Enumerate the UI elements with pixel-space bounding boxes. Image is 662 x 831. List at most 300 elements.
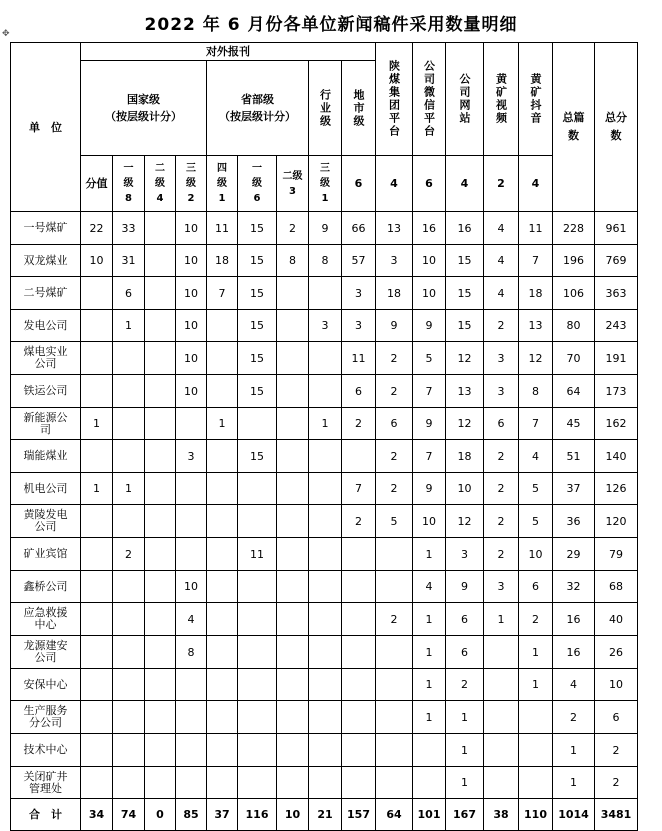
table-cell: 15 [446, 277, 484, 310]
industry-header: 行业级 [309, 61, 342, 156]
table-cell: 2 [595, 734, 638, 767]
table-cell: 191 [595, 342, 638, 375]
table-cell [484, 767, 519, 799]
total-cell: 0 [145, 799, 176, 831]
unit-name: 双龙煤业 [11, 245, 81, 277]
table-cell [277, 440, 309, 473]
table-cell: 10 [176, 310, 207, 342]
unit-name: 鑫桥公司 [11, 571, 81, 603]
table-cell: 4 [413, 571, 446, 603]
table-cell [277, 473, 309, 505]
table-cell: 10 [413, 505, 446, 538]
table-cell [81, 342, 113, 375]
provincial-grade-3-label: 三级1 [320, 163, 330, 204]
table-cell: 10 [176, 375, 207, 408]
unit-name: 应急救援中心 [11, 603, 81, 636]
table-cell [309, 669, 342, 701]
table-cell: 2 [519, 603, 553, 636]
table-cell [145, 408, 176, 440]
table-cell: 3 [484, 375, 519, 408]
table-cell: 6 [446, 636, 484, 669]
table-cell: 769 [595, 245, 638, 277]
table-cell [207, 571, 238, 603]
table-cell [277, 277, 309, 310]
table-cell [342, 636, 376, 669]
table-row [11, 245, 638, 277]
total-row [11, 799, 638, 831]
table-cell [309, 636, 342, 669]
table-cell [376, 701, 413, 734]
table-cell [309, 734, 342, 767]
national-header: 国家级 （按层级计分） [81, 61, 207, 156]
table-cell: 1 [446, 701, 484, 734]
table-cell: 5 [519, 505, 553, 538]
table-cell: 6 [595, 701, 638, 734]
table-cell [207, 603, 238, 636]
table-cell: 9 [413, 310, 446, 342]
table-cell [519, 701, 553, 734]
table-cell: 2 [484, 310, 519, 342]
table-cell: 11 [207, 212, 238, 245]
table-cell [176, 408, 207, 440]
table-cell [145, 440, 176, 473]
provincial-header: 省部级 （按层级计分） [207, 61, 309, 156]
table-cell: 8 [309, 245, 342, 277]
table-cell [113, 440, 145, 473]
table-cell: 15 [238, 342, 277, 375]
unit-name: 矿业宾馆 [11, 538, 81, 571]
table-cell: 10 [81, 245, 113, 277]
table-cell: 1 [413, 538, 446, 571]
table-cell [309, 603, 342, 636]
table-cell [176, 505, 207, 538]
total-cell: 85 [176, 799, 207, 831]
total-cell: 1014 [553, 799, 595, 831]
table-cell: 2 [376, 473, 413, 505]
table-cell [113, 669, 145, 701]
table-cell: 11 [519, 212, 553, 245]
table-cell: 5 [413, 342, 446, 375]
table-cell: 6 [376, 408, 413, 440]
total-cell: 21 [309, 799, 342, 831]
table-cell: 10 [176, 277, 207, 310]
table-row [11, 408, 638, 440]
table-cell [376, 636, 413, 669]
table-cell [207, 473, 238, 505]
table-row [11, 636, 638, 669]
table-cell: 1 [113, 473, 145, 505]
table-cell [145, 473, 176, 505]
table-cell [207, 767, 238, 799]
table-cell [277, 669, 309, 701]
table-cell [145, 277, 176, 310]
table-cell [277, 375, 309, 408]
table-cell: 10 [413, 245, 446, 277]
table-cell: 37 [553, 473, 595, 505]
table-cell: 4 [519, 440, 553, 473]
table-cell [342, 669, 376, 701]
table-cell [207, 375, 238, 408]
table-cell: 15 [238, 212, 277, 245]
national-grade-3-label: 三级2 [186, 163, 196, 204]
table-row [11, 767, 638, 799]
total-cell: 101 [413, 799, 446, 831]
table-cell: 9 [446, 571, 484, 603]
table-cell [145, 505, 176, 538]
table-cell: 243 [595, 310, 638, 342]
table-cell: 68 [595, 571, 638, 603]
table-cell: 3 [342, 277, 376, 310]
table-cell [309, 701, 342, 734]
table-cell: 2 [342, 408, 376, 440]
table-cell: 1 [413, 669, 446, 701]
table-cell [145, 212, 176, 245]
news-statistics-table [10, 42, 638, 831]
table-row [11, 669, 638, 701]
national-grade-3 [176, 156, 207, 212]
table-cell [207, 310, 238, 342]
table-cell [145, 701, 176, 734]
table-anchor-icon[interactable]: ✥ [2, 29, 10, 39]
table-cell: 2 [595, 767, 638, 799]
table-cell: 29 [553, 538, 595, 571]
table-cell: 1 [207, 408, 238, 440]
table-cell [81, 375, 113, 408]
table-cell [81, 603, 113, 636]
table-cell: 228 [553, 212, 595, 245]
table-cell [176, 538, 207, 571]
unit-name: 技术中心 [11, 734, 81, 767]
table-cell [113, 342, 145, 375]
table-cell [207, 636, 238, 669]
table-cell [238, 505, 277, 538]
table-cell [277, 342, 309, 375]
table-cell: 32 [553, 571, 595, 603]
table-cell: 1 [413, 603, 446, 636]
table-row [11, 734, 638, 767]
table-cell [145, 245, 176, 277]
table-cell: 1 [446, 767, 484, 799]
table-cell: 1 [81, 473, 113, 505]
national-grade-4-label: 四级1 [217, 163, 227, 204]
table-cell [113, 734, 145, 767]
table-cell [113, 636, 145, 669]
table-cell: 2 [446, 669, 484, 701]
total-count-header [553, 43, 595, 212]
table-cell [376, 734, 413, 767]
total-cell: 64 [376, 799, 413, 831]
table-cell: 2 [376, 375, 413, 408]
table-cell [376, 767, 413, 799]
table-cell: 2 [484, 538, 519, 571]
table-cell: 120 [595, 505, 638, 538]
table-cell [484, 636, 519, 669]
total-score-header [595, 43, 638, 212]
table-cell [145, 669, 176, 701]
table-cell [309, 277, 342, 310]
unit-name: 黄陵发电公司 [11, 505, 81, 538]
unit-name: 生产服务分公司 [11, 701, 81, 734]
table-cell [277, 701, 309, 734]
table-cell [484, 734, 519, 767]
table-cell [81, 767, 113, 799]
table-cell: 4 [484, 212, 519, 245]
table-cell: 18 [376, 277, 413, 310]
table-cell: 70 [553, 342, 595, 375]
national-grade-2-label: 二级4 [155, 163, 165, 204]
channel-score-4: 4 [446, 156, 484, 212]
table-cell [207, 440, 238, 473]
table-cell: 3 [176, 440, 207, 473]
table-cell: 1 [309, 408, 342, 440]
table-cell [207, 669, 238, 701]
table-cell: 5 [376, 505, 413, 538]
national-grade-2 [145, 156, 176, 212]
table-row [11, 310, 638, 342]
table-cell [145, 310, 176, 342]
total-cell: 157 [342, 799, 376, 831]
table-cell [81, 310, 113, 342]
table-cell [277, 408, 309, 440]
table-cell: 4 [553, 669, 595, 701]
city-header: 地市级 [342, 61, 376, 156]
video-header: 黄矿视频 [484, 43, 519, 156]
national-grade-1 [113, 156, 145, 212]
table-row [11, 701, 638, 734]
table-cell [238, 571, 277, 603]
table-cell [207, 734, 238, 767]
table-cell [176, 701, 207, 734]
table-cell [484, 669, 519, 701]
table-row [11, 473, 638, 505]
table-cell: 8 [176, 636, 207, 669]
table-cell [309, 767, 342, 799]
table-cell: 10 [413, 277, 446, 310]
table-cell [81, 505, 113, 538]
table-cell: 15 [238, 310, 277, 342]
table-cell [277, 636, 309, 669]
table-cell [145, 571, 176, 603]
table-cell [238, 603, 277, 636]
channel-score-6: 4 [519, 156, 553, 212]
table-cell [413, 734, 446, 767]
table-cell: 2 [484, 440, 519, 473]
table-cell [342, 767, 376, 799]
table-cell: 64 [553, 375, 595, 408]
table-cell [176, 669, 207, 701]
table-cell: 106 [553, 277, 595, 310]
table-cell [238, 636, 277, 669]
table-cell: 57 [342, 245, 376, 277]
table-cell [238, 408, 277, 440]
table-row [11, 440, 638, 473]
table-cell: 33 [113, 212, 145, 245]
table-cell [277, 310, 309, 342]
table-cell [519, 767, 553, 799]
score-label: 分值 [81, 156, 113, 212]
table-cell [176, 734, 207, 767]
table-cell [413, 767, 446, 799]
table-cell [81, 636, 113, 669]
table-cell: 1 [413, 636, 446, 669]
table-cell: 363 [595, 277, 638, 310]
table-cell [145, 603, 176, 636]
table-cell [277, 571, 309, 603]
table-cell [145, 734, 176, 767]
table-cell: 5 [519, 473, 553, 505]
table-cell: 8 [277, 245, 309, 277]
table-cell [81, 277, 113, 310]
table-cell: 10 [176, 212, 207, 245]
table-cell: 12 [446, 505, 484, 538]
total-cell: 3481 [595, 799, 638, 831]
table-cell: 10 [446, 473, 484, 505]
table-cell: 6 [446, 603, 484, 636]
table-row [11, 571, 638, 603]
table-cell [277, 505, 309, 538]
table-cell [238, 701, 277, 734]
table-row [11, 375, 638, 408]
table-row [11, 212, 638, 245]
unit-name: 铁运公司 [11, 375, 81, 408]
table-cell: 1 [519, 636, 553, 669]
table-cell: 9 [413, 473, 446, 505]
table-cell [113, 408, 145, 440]
table-cell: 4 [484, 245, 519, 277]
table-cell [176, 473, 207, 505]
table-cell [113, 505, 145, 538]
table-cell: 4 [176, 603, 207, 636]
table-cell: 7 [413, 375, 446, 408]
channel-score-2: 4 [376, 156, 413, 212]
douyin-header: 黄矿抖音 [519, 43, 553, 156]
table-cell: 7 [519, 245, 553, 277]
table-cell: 16 [446, 212, 484, 245]
table-cell: 11 [238, 538, 277, 571]
table-cell [309, 440, 342, 473]
table-cell [113, 701, 145, 734]
total-count-label: 总篇数 [562, 111, 585, 142]
table-cell [238, 767, 277, 799]
total-cell: 116 [238, 799, 277, 831]
table-cell [277, 767, 309, 799]
table-cell: 10 [595, 669, 638, 701]
table-cell: 6 [519, 571, 553, 603]
table-cell: 13 [519, 310, 553, 342]
table-cell: 2 [484, 505, 519, 538]
table-cell: 11 [342, 342, 376, 375]
table-cell: 3 [446, 538, 484, 571]
table-cell: 4 [484, 277, 519, 310]
table-cell: 1 [519, 669, 553, 701]
table-cell [145, 538, 176, 571]
table-cell: 1 [413, 701, 446, 734]
table-cell: 12 [519, 342, 553, 375]
table-cell: 1 [553, 734, 595, 767]
table-cell: 10 [176, 571, 207, 603]
table-cell [113, 571, 145, 603]
table-cell [145, 375, 176, 408]
table-cell: 26 [595, 636, 638, 669]
table-cell [81, 734, 113, 767]
table-cell: 15 [238, 375, 277, 408]
table-cell [376, 669, 413, 701]
national-grade-1-label: 一级8 [123, 163, 134, 204]
table-cell: 6 [484, 408, 519, 440]
total-label: 合 计 [11, 799, 81, 831]
wechat-header: 公司微信平台 [413, 43, 446, 156]
table-cell: 15 [446, 310, 484, 342]
table-cell: 45 [553, 408, 595, 440]
external-header: 对外报刊 [81, 43, 376, 61]
table-cell [376, 571, 413, 603]
table-cell [207, 701, 238, 734]
total-cell: 34 [81, 799, 113, 831]
table-cell: 2 [553, 701, 595, 734]
table-cell: 3 [376, 245, 413, 277]
unit-name: 二号煤矿 [11, 277, 81, 310]
table-row [11, 277, 638, 310]
table-cell [113, 375, 145, 408]
table-cell: 3 [484, 342, 519, 375]
table-cell: 15 [238, 440, 277, 473]
table-cell [145, 767, 176, 799]
table-cell [145, 636, 176, 669]
table-cell [207, 505, 238, 538]
table-cell: 7 [519, 408, 553, 440]
table-cell: 36 [553, 505, 595, 538]
provincial-grade-1-label: 一级6 [252, 163, 262, 204]
table-cell: 12 [446, 408, 484, 440]
table-cell [342, 734, 376, 767]
table-cell: 66 [342, 212, 376, 245]
national-grade-4 [207, 156, 238, 212]
table-cell: 51 [553, 440, 595, 473]
table-cell [342, 440, 376, 473]
provincial-grade-1 [238, 156, 277, 212]
table-cell: 1 [553, 767, 595, 799]
table-cell: 196 [553, 245, 595, 277]
table-cell [176, 767, 207, 799]
unit-name: 关闭矿井管理处 [11, 767, 81, 799]
table-cell: 8 [519, 375, 553, 408]
total-cell: 38 [484, 799, 519, 831]
unit-name: 龙源建安公司 [11, 636, 81, 669]
table-cell [309, 538, 342, 571]
table-cell: 140 [595, 440, 638, 473]
table-cell: 2 [376, 440, 413, 473]
table-cell: 6 [113, 277, 145, 310]
table-cell: 15 [238, 245, 277, 277]
table-cell: 7 [207, 277, 238, 310]
table-cell: 16 [553, 636, 595, 669]
channel-score-5: 2 [484, 156, 519, 212]
channel-score-1: 6 [342, 156, 376, 212]
table-cell [113, 603, 145, 636]
channel-score-3: 6 [413, 156, 446, 212]
table-row [11, 603, 638, 636]
table-cell [277, 734, 309, 767]
table-cell [81, 701, 113, 734]
table-cell [238, 669, 277, 701]
table-cell: 9 [413, 408, 446, 440]
table-cell: 13 [376, 212, 413, 245]
table-cell: 2 [277, 212, 309, 245]
table-cell: 2 [376, 603, 413, 636]
table-cell: 18 [519, 277, 553, 310]
total-cell: 110 [519, 799, 553, 831]
table-cell [238, 473, 277, 505]
